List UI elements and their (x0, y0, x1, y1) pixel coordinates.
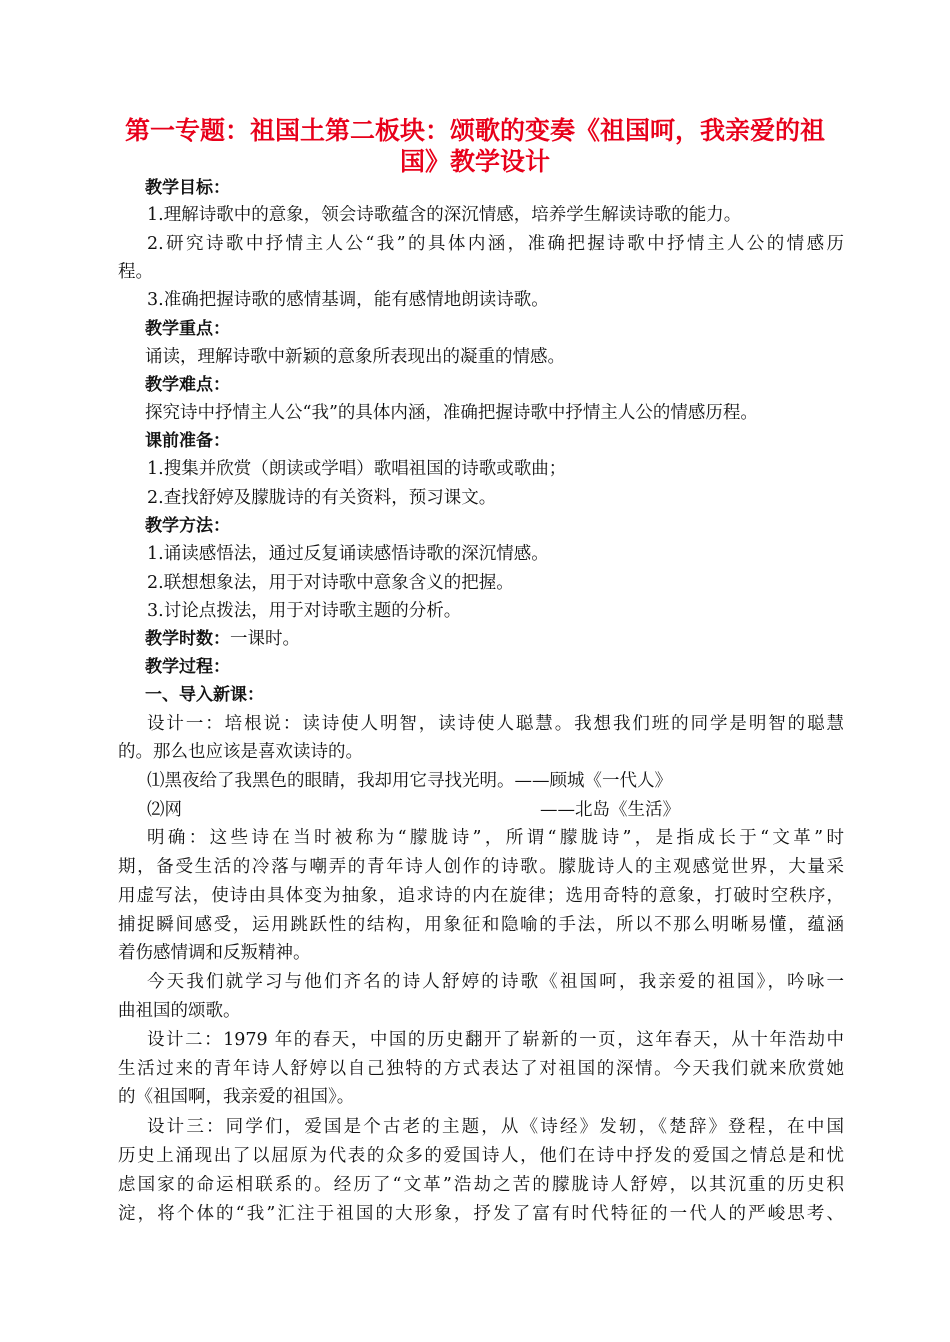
design2-line-2: 生活过来的青年诗人舒婷以自己独特的方式表达了对祖国的深情。今天我们就来欣赏她 (118, 1059, 844, 1079)
method-item-1: 1.诵读感悟法，通过反复诵读感悟诗歌的深沉情感。 (147, 544, 549, 564)
objective-item-3: 3.准确把握诗歌的感情基调，能有感情地朗读诗歌。 (147, 290, 549, 310)
poem-quote-1: ⑴黑夜给了我黑色的眼睛，我却用它寻找光明。——顾城《一代人》 (147, 771, 672, 791)
hours-heading: 教学时数： (145, 629, 230, 649)
method-item-3: 3.讨论点拨法，用于对诗歌主题的分析。 (147, 601, 462, 621)
design1-line-2: 的。那么也应该是喜欢读诗的。 (118, 742, 363, 762)
design3-line-3: 虑国家的命运相联系的。经历了“文革”浩劫之苦的朦胧诗人舒婷，以其沉重的历史积 (118, 1175, 844, 1195)
hours-text: 一课时。 (230, 629, 300, 649)
difficulty-text: 探究诗中抒情主人公“我”的具体内涵，准确把握诗歌中抒情主人公的情感历程。 (145, 403, 758, 423)
preparation-heading: 课前准备： (145, 431, 230, 451)
poem-quote-2-left: ⑵网 (147, 800, 182, 820)
key-point-text: 诵读，理解诗歌中新颖的意象所表现出的凝重的情感。 (145, 347, 565, 367)
design1-line-1: 设计一：培根说：读诗使人明智，读诗使人聪慧。我想我们班的同学是明智的聪慧 (147, 714, 844, 734)
clarify-line-5: 着伤感情调和反叛精神。 (118, 943, 311, 963)
clarify-line-2: 期，备受生活的冷落与嘲弄的青年诗人创作的诗歌。朦胧诗人的主观感觉世界，大量采 (118, 857, 844, 877)
title-line-1: 第一专题：祖国土第二板块：颂歌的变奏《祖国呵，我亲爱的祖 (124, 116, 825, 145)
preparation-item-2: 2.查找舒婷及朦胧诗的有关资料，预习课文。 (147, 488, 497, 508)
design2-line-1: 设计二：1979 年的春天，中国的历史翻开了崭新的一页，这年春天，从十年浩劫中 (147, 1030, 844, 1050)
design2-line-3: 的《祖国啊，我亲爱的祖国》。 (118, 1087, 355, 1107)
objective-item-2-cont: 程。 (118, 262, 153, 282)
hours-line (145, 628, 300, 650)
process-heading: 教学过程： (145, 657, 230, 677)
objectives-heading: 教学目标： (145, 178, 230, 198)
today-line-2: 曲祖国的颂歌。 (118, 1001, 241, 1021)
poem-quote-2-right: ——北岛《生活》 (540, 800, 680, 820)
objective-item-2: 2.研究诗歌中抒情主人公“我”的具体内涵，准确把握诗歌中抒情主人公的情感历 (147, 234, 844, 254)
methods-heading: 教学方法： (145, 516, 230, 536)
clarify-line-3: 用虚写法，使诗由具体变为抽象，追求诗的内在旋律；选用奇特的意象，打破时空秩序， (118, 886, 844, 906)
design3-line-1: 设计三：同学们，爱国是个古老的主题，从《诗经》发轫，《楚辞》登程，在中国 (147, 1117, 844, 1137)
difficulty-heading: 教学难点： (145, 375, 230, 395)
title-line-2: 国》教学设计 (399, 147, 550, 176)
preparation-item-1: 1.搜集并欣赏（朗读或学唱）歌唱祖国的诗歌或歌曲； (147, 459, 567, 479)
design3-line-2: 历史上涌现出了以屈原为代表的众多的爱国诗人，他们在诗中抒发的爱国之情总是和忧 (118, 1146, 844, 1166)
clarify-line-1: 明确：这些诗在当时被称为“朦胧诗”，所谓“朦胧诗”，是指成长于“文革”时 (147, 828, 844, 848)
objective-item-1: 1.理解诗歌中的意象，领会诗歌蕴含的深沉情感，培养学生解读诗歌的能力。 (147, 205, 742, 225)
today-line-1: 今天我们就学习与他们齐名的诗人舒婷的诗歌《祖国呵，我亲爱的祖国》，吟咏一 (147, 972, 844, 992)
design3-line-4: 淀，将个体的“我”汇注于祖国的大形象，抒发了富有时代特征的一代人的严峻思考、 (118, 1204, 844, 1224)
section-intro-heading: 一、导入新课： (145, 685, 264, 705)
clarify-line-4: 捕捉瞬间感受，运用跳跃性的结构，用象征和隐喻的手法，所以不那么明晰易懂，蕴涵 (118, 915, 844, 935)
key-point-heading: 教学重点： (145, 319, 230, 339)
method-item-2: 2.联想想象法，用于对诗歌中意象含义的把握。 (147, 573, 514, 593)
